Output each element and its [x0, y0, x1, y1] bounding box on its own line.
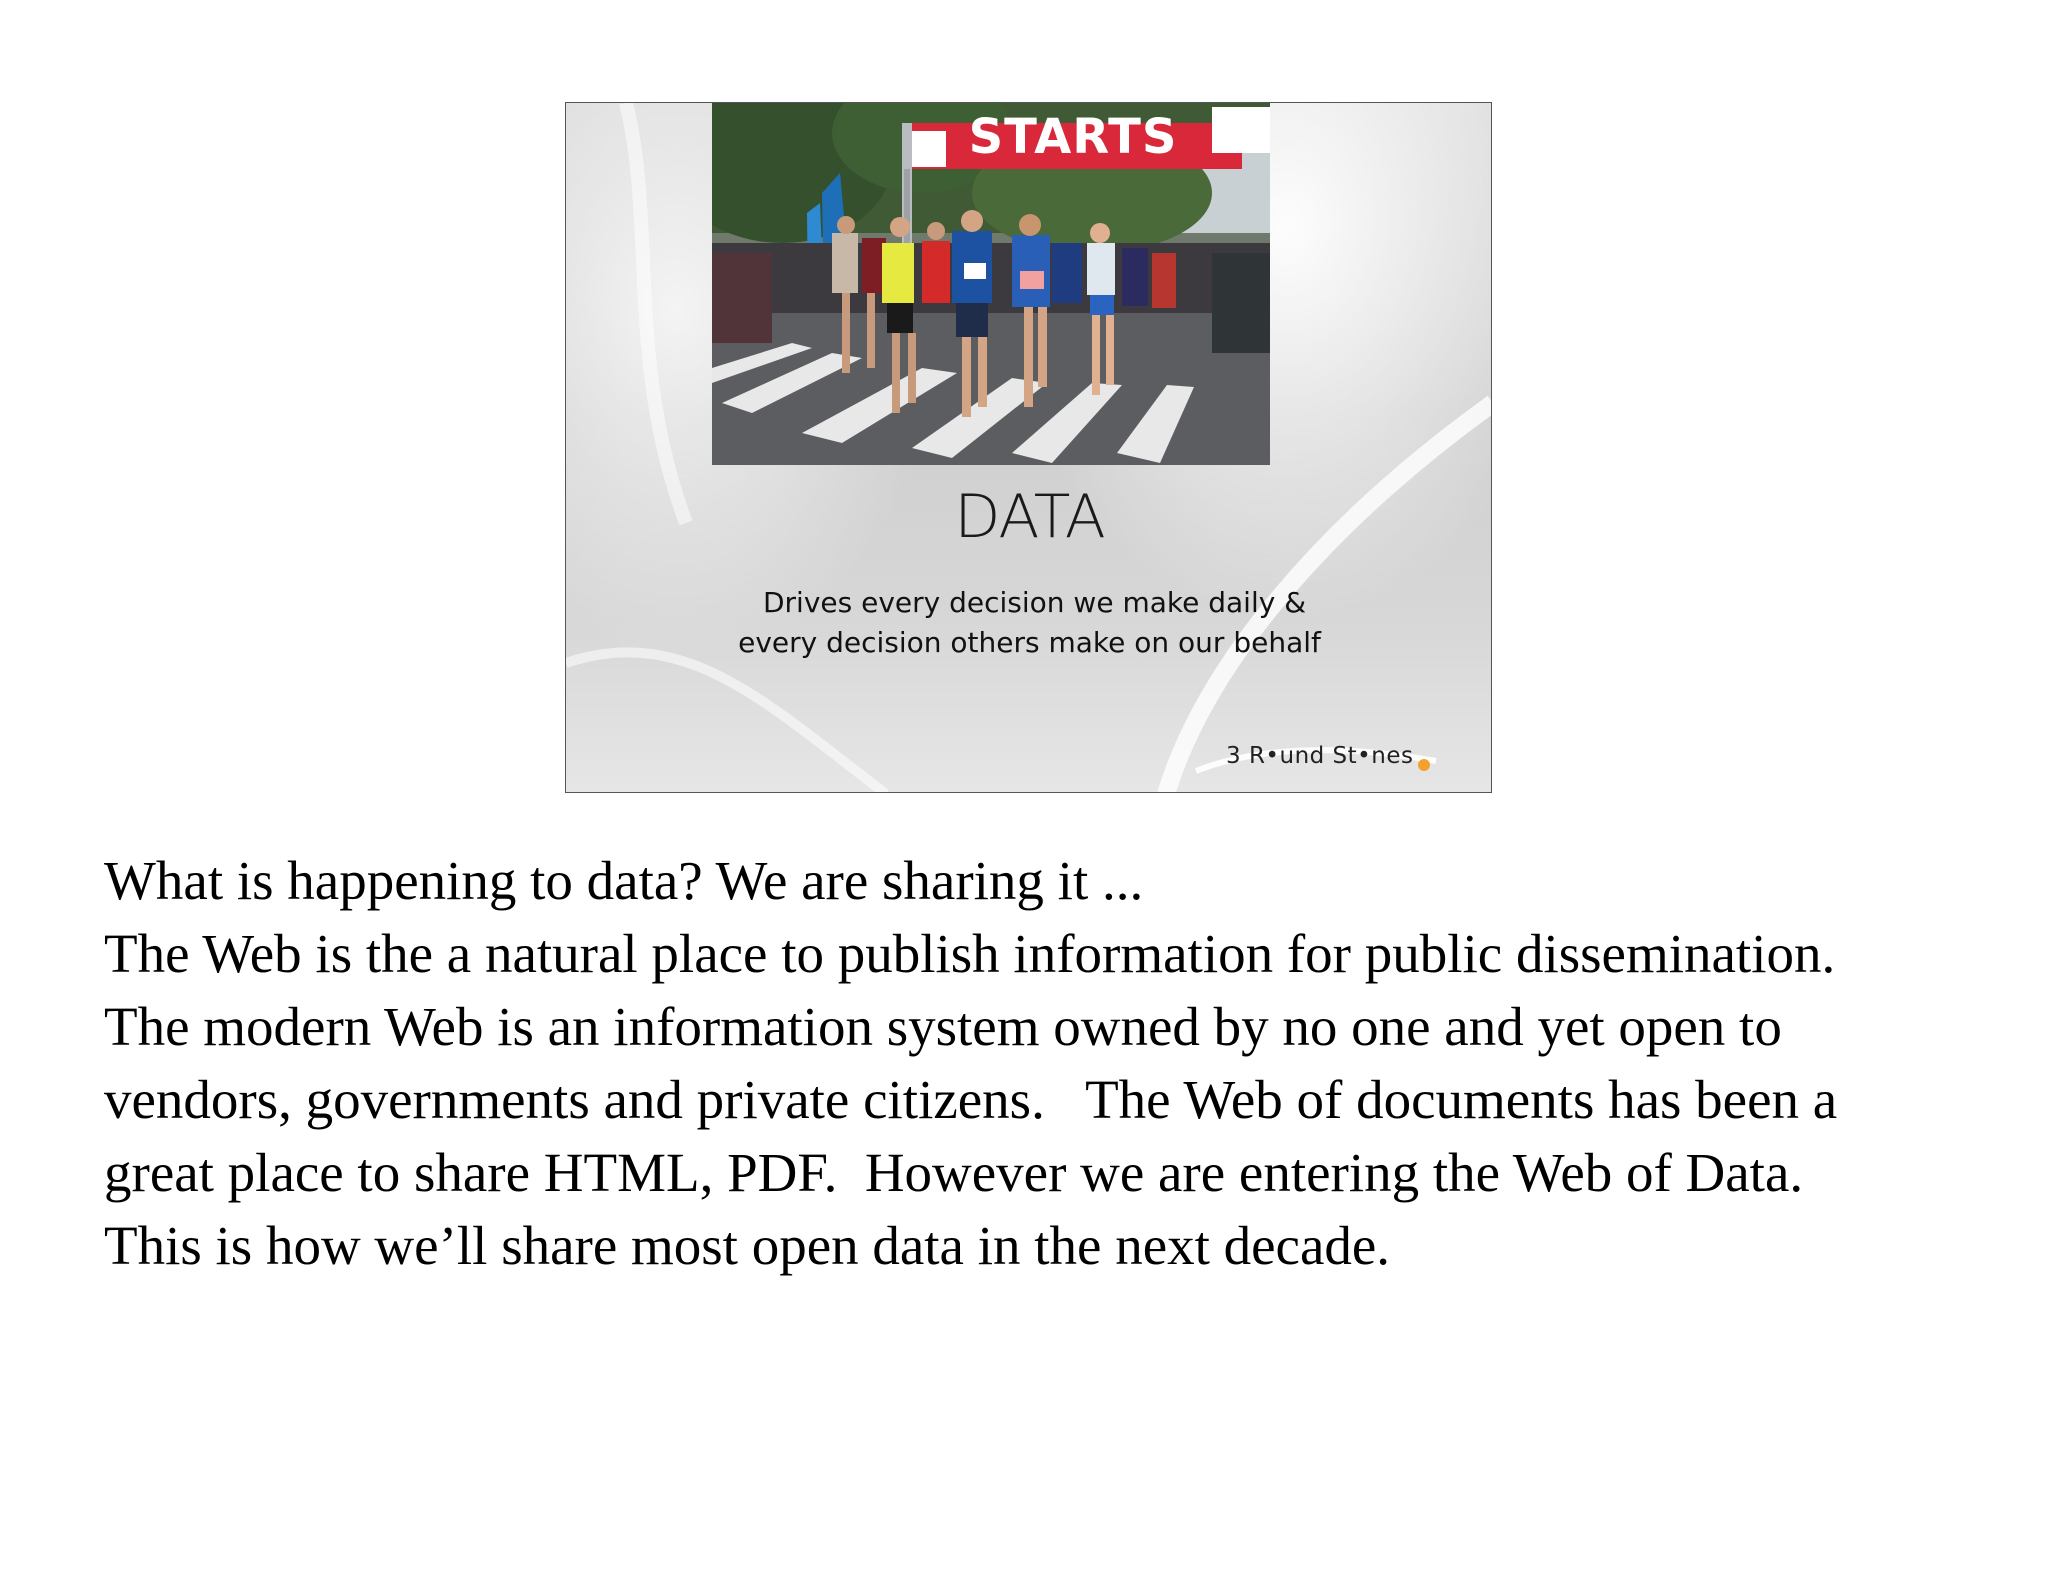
slide-thumbnail [565, 102, 1492, 793]
marathon-start-photo [712, 103, 1270, 465]
notes-line-6: This is how we’ll share most open data in the next decade. [104, 1215, 1391, 1276]
slide-title: DATA [954, 482, 1105, 552]
speaker-notes [104, 844, 2004, 1282]
three-round-stones-logo: 3 R•und St•nes [1226, 743, 1414, 769]
notes-line-1: What is happening to data? We are sharing it ... [104, 850, 1144, 911]
notes-line-3: The modern Web is an information system owned by no one and yet open to [104, 996, 1782, 1057]
notes-line-2: The Web is the a natural place to publish information for public dissemination. [104, 923, 1836, 984]
notes-line-4: vendors, governments and private citizens. The Web of documents has been a [104, 1069, 1838, 1130]
starts-banner-text: STARTS [968, 109, 1178, 165]
slide-subtitle-line-2: every decision others make on our behalf [738, 626, 1321, 659]
notes-line-5: great place to share HTML, PDF. However we are entering the Web of Data. [104, 1142, 1804, 1203]
slide-subtitle-line-1: Drives every decision we make daily & [762, 586, 1307, 619]
